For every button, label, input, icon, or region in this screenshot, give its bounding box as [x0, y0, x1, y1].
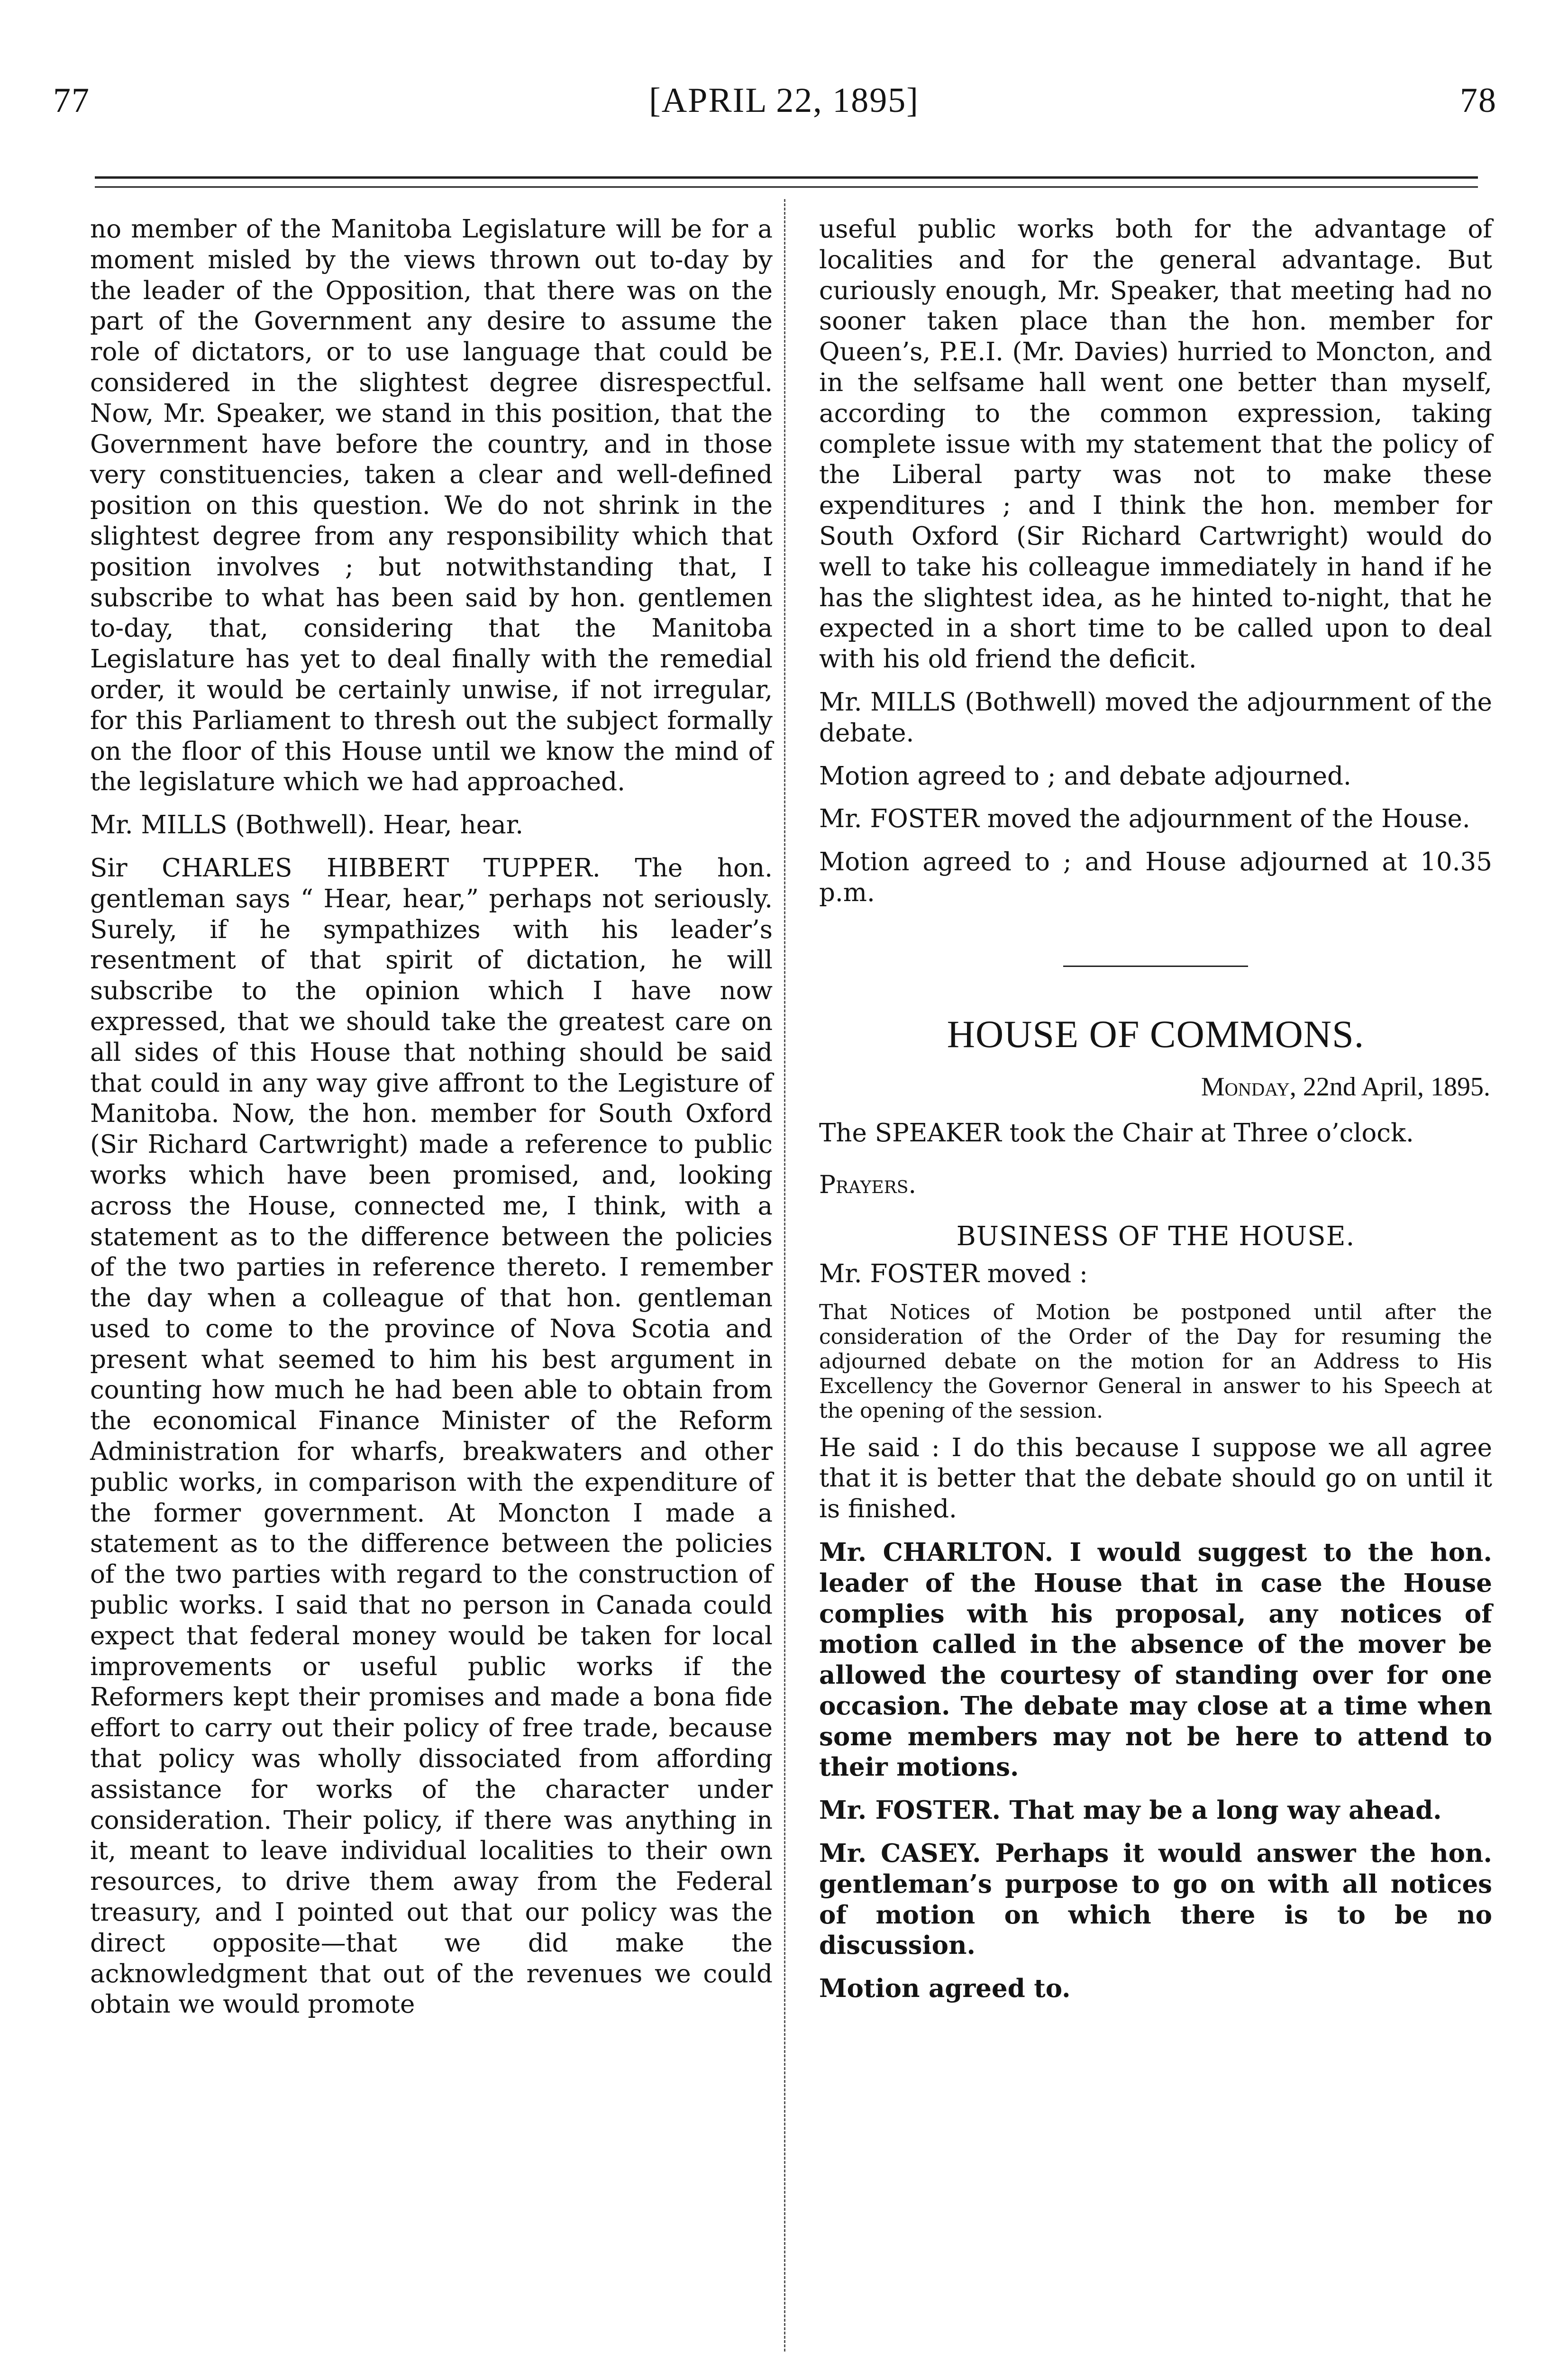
- paragraph: no member of the Manitoba Legislature will be for a moment misled by the views thrown out to-day by the leader of the Opposition, that there was on the part of the Government any desire to assume the role of dictators, or to use language that could be considered in the slightest degree disrespectful. Now, Mr. Speaker, we stand in this position, that the Government have before the country, and in those very constituencies, taken a clear and well-defined position on this question. We do not shrink in the slightest degree from any responsibility which that position involves ; but notwithstanding that, I subscribe to what has been said by hon. gentlemen to-day, that, considering that the Manitoba Legislature has yet to deal finally with the remedial order, it would be certainly unwise, if not irregular, for this Parliament to thresh out the subject formally on the floor of this House until we know the mind of the legislature which we had approached.: [90, 215, 773, 797]
- paragraph: Sir CHARLES HIBBERT TUPPER. The hon. gentleman says “ Hear, hear,” perhaps not seriously. Surely, if he sympathizes with his leader’s resentment of that spirit of dictation, he will subscribe to the opinion which I have now expressed, that we should take the greatest care on all sides of this House that nothing should be said that could in any way give affront to the Legisture of Manitoba. Now, the hon. member for South Oxford (Sir Richard Cartwright) made a reference to public works which have been promised, and, looking across the House, connected me, I think, with a statement as to the difference between the policies of the two parties in reference thereto. I remember the day when a colleague of that hon. gentleman used to come to the province of Nova Scotia and present what seemed to him his best argument in counting how much he had been able to obtain from the economical Finance Minister of the Reform Administration for wharfs, breakwaters and other public works, in comparison with the expenditure of the former government. At Moncton I made a statement as to the difference between the policies of the two parties with regard to the construction of public works. I said that no person in Canada could expect that federal money would be taken for local improvements or useful public works if the Reformers kept their promises and made a bona fide effort to carry out their policy of free trade, because that policy was wholly dissociated from affording assistance for works of the character under consideration. Their policy, if there was anything in it, meant to leave individual localities to their own resources, to drive them away from the Federal treasury, and I pointed out that our policy was the direct opposite—that we did make the acknowledgment that out of the revenues we could obtain we would promote: [90, 853, 773, 2019]
- paragraph: Mr. FOSTER moved the adjournment of the House.: [819, 804, 1470, 834]
- left-page-number: 77: [53, 81, 90, 120]
- paragraph: He said : I do this because I suppose we all agree that it is better that the debate should go on until it is finished.: [819, 1433, 1492, 1524]
- section-separator: [1063, 966, 1248, 967]
- header-rule-bottom: [95, 186, 1478, 188]
- weekday: Monday,: [1201, 1072, 1296, 1102]
- paragraph: Motion agreed to.: [819, 1974, 1071, 2004]
- header-rule-top: [95, 176, 1478, 179]
- paragraph: Mr. CHARLTON. I would suggest to the hon. leader of the House that in case the House complies with his proposal, any notices of motion called in the absence of the mover be allowed the courtesy of standing over for one occasion. The debate may close at a time when some members may not be here to attend to their motions.: [819, 1537, 1492, 1782]
- paragraph: Motion agreed to ; and debate adjourned.: [819, 761, 1351, 791]
- motion-quote: That Notices of Motion be postponed until after the consideration of the Order of the Day for resuming the adjourned debate on the motion for an Address to His Excellency the Governor General in answer to his Speech at the opening of the session.: [819, 1300, 1492, 1423]
- right-page-number: 78: [1460, 81, 1497, 120]
- sitting-date: [819, 1072, 1492, 1103]
- paragraph: Motion agreed to ; and House adjourned at 10.35 p.m.: [819, 848, 1492, 907]
- date-text: 22nd April, 1895.: [1296, 1072, 1490, 1102]
- paragraph: Mr. FOSTER moved :: [819, 1259, 1088, 1288]
- paragraph: useful public works both for the advantage of localities and for the general advantage. But curiously enough, Mr. Speaker, that meeting had no sooner taken place than the hon. member for Queen’s, P.E.I. (Mr. Davies) hurried to Moncton, and in the selfsame hall went one better than myself, according to the common expression, taking complete issue with my statement that the policy of the Liberal party was not to make these expenditures ; and I think the hon. member for South Oxford (Sir Richard Cartwright) would do well to take his colleague immediately in hand if he has the slightest idea, as he hinted to-night, that he expected in a short time to be called upon to deal with his old friend the deficit.: [819, 215, 1492, 674]
- paragraph: Mr. MILLS (Bothwell). Hear, hear.: [90, 811, 524, 840]
- paragraph: Mr. CASEY. Perhaps it would answer the hon. gentleman’s purpose to go on with all notices of motion on which there is to be no discussion.: [819, 1839, 1492, 1960]
- left-column: [90, 214, 773, 2020]
- right-column: [819, 214, 1492, 2004]
- prayers-heading: Prayers.: [819, 1171, 916, 1200]
- paragraph: Mr. MILLS (Bothwell) moved the adjournment of the debate.: [819, 687, 1492, 747]
- column-divider: [784, 199, 785, 2352]
- business-subheading: BUSINESS OF THE HOUSE.: [956, 1221, 1355, 1252]
- paragraph: Mr. FOSTER. That may be a long way ahead.: [819, 1796, 1442, 1825]
- paragraph: The SPEAKER took the Chair at Three o’clock.: [819, 1119, 1414, 1148]
- page-date-header: [APRIL 22, 1895]: [649, 81, 919, 120]
- section-title: HOUSE OF COMMONS.: [947, 1012, 1365, 1056]
